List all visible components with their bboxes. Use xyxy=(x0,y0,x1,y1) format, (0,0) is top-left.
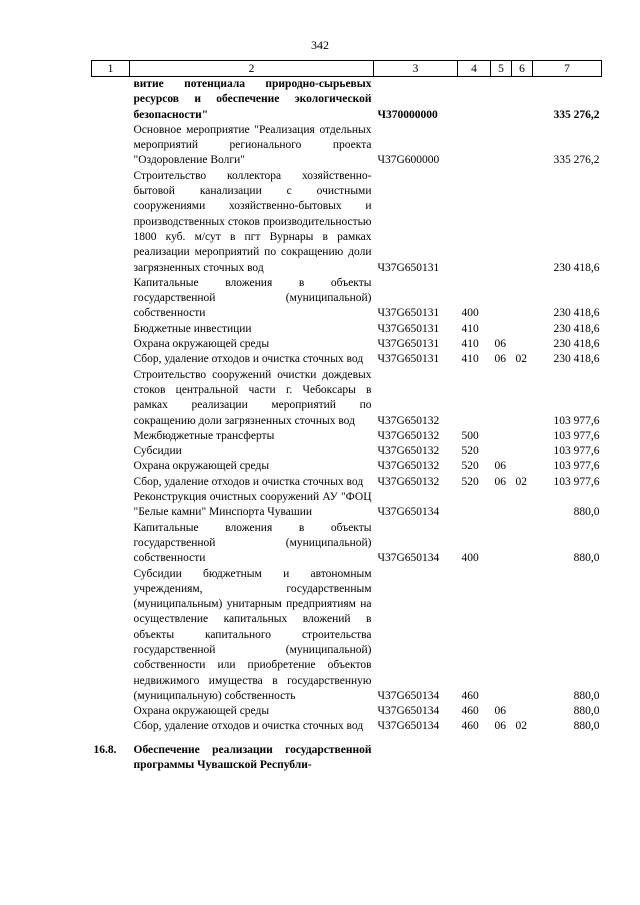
row-group: 460 xyxy=(461,720,479,733)
row-subsection xyxy=(512,77,533,123)
budget-table xyxy=(91,60,602,773)
row-section: 06 xyxy=(494,705,506,718)
row-section: 06 xyxy=(494,460,506,473)
row-number xyxy=(92,368,130,429)
row-amount: 103 977,6 xyxy=(553,429,600,442)
row-amount: 103 977,6 xyxy=(553,414,600,427)
table-row xyxy=(92,276,602,322)
row-subsection xyxy=(512,567,533,705)
row-description: Капитальные вложения в объекты государственной (муниципальной) собственности xyxy=(133,276,372,320)
row-section xyxy=(491,123,512,169)
row-subsection xyxy=(512,459,533,474)
row-description: витие потенциала природно-сырьевых ресурсов и обеспечение экологической безопасности" xyxy=(133,78,372,121)
row-group xyxy=(458,735,491,774)
header-col-1: 1 xyxy=(92,61,130,77)
row-code: Ч370000000 xyxy=(377,108,438,121)
row-section xyxy=(491,444,512,459)
row-number xyxy=(92,77,130,123)
row-amount: 230 418,6 xyxy=(553,338,600,351)
table-row xyxy=(92,77,602,123)
row-description: Строительство коллектора хозяйственно-бытовой канализации с очистными сооружениями хозяйственно-бытовых и производственных стоков производительностью 1800 куб. м/сут в пгт Вурнары в рамках реализации мероприятий по сокращению доли загрязненных сточных вод xyxy=(133,169,372,274)
table-row xyxy=(92,444,602,459)
row-group xyxy=(458,77,491,123)
table-header-row xyxy=(92,61,602,77)
row-section: 06 xyxy=(494,338,506,351)
table-row xyxy=(92,490,602,521)
table-row xyxy=(92,352,602,367)
row-amount: 880,0 xyxy=(573,552,600,565)
row-number xyxy=(92,337,130,352)
row-amount: 880,0 xyxy=(573,689,600,702)
row-number xyxy=(92,444,130,459)
table-row xyxy=(92,475,602,490)
table-row xyxy=(92,368,602,429)
row-number xyxy=(92,490,130,521)
row-number xyxy=(92,719,130,734)
table-row xyxy=(92,123,602,169)
row-amount: 230 418,6 xyxy=(553,353,600,366)
row-description: Реконструкция очистных сооружений АУ "ФОЦ "Белые камни" Минспорта Чувашии xyxy=(133,491,372,519)
table-row xyxy=(92,567,602,705)
row-code xyxy=(374,735,458,774)
row-section xyxy=(491,77,512,123)
row-code: Ч37G650131 xyxy=(377,338,440,351)
row-group xyxy=(458,368,491,429)
row-subsection xyxy=(512,735,533,774)
row-amount: 880,0 xyxy=(573,506,600,519)
row-description: Бюджетные инвестиции xyxy=(133,322,252,335)
row-subsection xyxy=(512,123,533,169)
row-code: Ч37G650131 xyxy=(377,322,440,335)
row-description: Охрана окружающей среды xyxy=(133,460,270,473)
row-number xyxy=(92,429,130,444)
row-description: Строительство сооружений очистки дождевых стоков центральной части г. Чебоксары в рамках реализации мероприятий по сокращению доли загрязненных сточных вод xyxy=(133,368,372,427)
row-number xyxy=(92,567,130,705)
row-section xyxy=(491,521,512,567)
row-group: 410 xyxy=(461,353,479,366)
row-group: 410 xyxy=(461,322,479,335)
header-col-2: 2 xyxy=(130,61,374,77)
row-amount: 335 276,2 xyxy=(553,108,600,121)
row-subsection xyxy=(512,322,533,337)
row-group: 520 xyxy=(461,460,479,473)
row-description: Охрана окружающей среды xyxy=(133,705,270,718)
row-subsection xyxy=(512,169,533,276)
row-code: Ч37G650134 xyxy=(377,506,440,519)
row-group: 500 xyxy=(461,429,479,442)
page-number: 342 xyxy=(311,38,329,52)
row-section: 06 xyxy=(494,475,506,488)
row-number xyxy=(92,459,130,474)
row-section xyxy=(491,429,512,444)
row-code: Ч37G600000 xyxy=(377,154,440,167)
row-subsection xyxy=(512,521,533,567)
row-section xyxy=(491,490,512,521)
row-amount: 230 418,6 xyxy=(553,307,600,320)
table-row xyxy=(92,704,602,719)
row-amount: 103 977,6 xyxy=(553,475,600,488)
row-description: Капитальные вложения в объекты государственной (муниципальной) собственности xyxy=(133,521,372,565)
row-section xyxy=(491,368,512,429)
row-section xyxy=(491,735,512,774)
row-number xyxy=(92,475,130,490)
row-code: Ч37G650132 xyxy=(377,460,440,473)
table-row xyxy=(92,169,602,276)
row-group: 460 xyxy=(461,689,479,702)
row-description: Межбюджетные трансферты xyxy=(133,429,275,442)
row-section: 06 xyxy=(494,720,506,733)
row-code: Ч37G650134 xyxy=(377,705,440,718)
table-row xyxy=(92,459,602,474)
row-group: 400 xyxy=(461,552,479,565)
row-subsection: 02 xyxy=(515,353,527,366)
row-subsection xyxy=(512,429,533,444)
row-group: 400 xyxy=(461,307,479,320)
row-group: 520 xyxy=(461,475,479,488)
table-row xyxy=(92,735,602,774)
row-code: Ч37G650131 xyxy=(377,261,440,274)
row-description: Сбор, удаление отходов и очистка сточных вод xyxy=(133,353,364,366)
header-col-3: 3 xyxy=(374,61,458,77)
row-subsection xyxy=(512,276,533,322)
header-col-6: 6 xyxy=(512,61,533,77)
row-section: 06 xyxy=(494,353,506,366)
row-code: Ч37G650134 xyxy=(377,552,440,565)
row-description: Охрана окружающей среды xyxy=(133,338,270,351)
row-subsection xyxy=(512,444,533,459)
row-description: Сбор, удаление отходов и очистка сточных вод xyxy=(133,720,364,733)
table-row xyxy=(92,322,602,337)
row-amount: 880,0 xyxy=(573,705,600,718)
row-code: Ч37G650132 xyxy=(377,414,440,427)
row-number xyxy=(92,169,130,276)
row-section xyxy=(491,567,512,705)
row-subsection xyxy=(512,704,533,719)
row-number: 16.8. xyxy=(93,743,117,756)
row-amount: 230 418,6 xyxy=(553,261,600,274)
row-amount: 880,0 xyxy=(573,720,600,733)
header-col-7: 7 xyxy=(533,61,602,77)
row-group: 460 xyxy=(461,705,479,718)
row-group xyxy=(458,123,491,169)
row-group: 520 xyxy=(461,445,479,458)
row-code: Ч37G650134 xyxy=(377,689,440,702)
row-code: Ч37G650131 xyxy=(377,307,440,320)
row-subsection xyxy=(512,490,533,521)
row-amount xyxy=(533,735,602,774)
row-subsection: 02 xyxy=(515,475,527,488)
table-row xyxy=(92,337,602,352)
row-description: Обеспечение реализации государственной программы Чувашской Республи- xyxy=(133,743,372,772)
row-group xyxy=(458,490,491,521)
header-col-5: 5 xyxy=(491,61,512,77)
row-number xyxy=(92,352,130,367)
table-row xyxy=(92,429,602,444)
row-description: Субсидии бюджетным и автономным учреждениям, государственным (муниципальным) унитарным предприятиям на осуществление капитальных вложений в объекты капитального строительства государственной (муниципальной) собственности или приобретение объектов недвижимого имущества в государственную (муниципальную) собственность xyxy=(133,567,372,702)
row-number xyxy=(92,322,130,337)
row-description: Сбор, удаление отходов и очистка сточных вод xyxy=(133,475,364,488)
row-amount: 103 977,6 xyxy=(553,460,600,473)
row-code: Ч37G650132 xyxy=(377,475,440,488)
row-amount: 335 276,2 xyxy=(553,154,600,167)
table-row xyxy=(92,719,602,734)
row-amount: 103 977,6 xyxy=(553,445,600,458)
row-group xyxy=(458,169,491,276)
row-section xyxy=(491,322,512,337)
row-section xyxy=(491,169,512,276)
row-subsection xyxy=(512,337,533,352)
row-group: 410 xyxy=(461,338,479,351)
row-code: Ч37G650132 xyxy=(377,445,440,458)
row-section xyxy=(491,276,512,322)
row-description: Основное мероприятие "Реализация отдельных мероприятий регионального проекта "Оздоровление Волги" xyxy=(133,123,372,167)
row-code: Ч37G650134 xyxy=(377,720,440,733)
table-body xyxy=(92,77,602,774)
row-subsection: 02 xyxy=(515,720,527,733)
row-subsection xyxy=(512,368,533,429)
row-code: Ч37G650132 xyxy=(377,429,440,442)
row-amount: 230 418,6 xyxy=(553,322,600,335)
row-number xyxy=(92,276,130,322)
row-code: Ч37G650131 xyxy=(377,353,440,366)
header-col-4: 4 xyxy=(458,61,491,77)
table-row xyxy=(92,521,602,567)
row-number xyxy=(92,123,130,169)
row-number xyxy=(92,704,130,719)
row-description: Субсидии xyxy=(133,445,182,458)
row-number xyxy=(92,521,130,567)
